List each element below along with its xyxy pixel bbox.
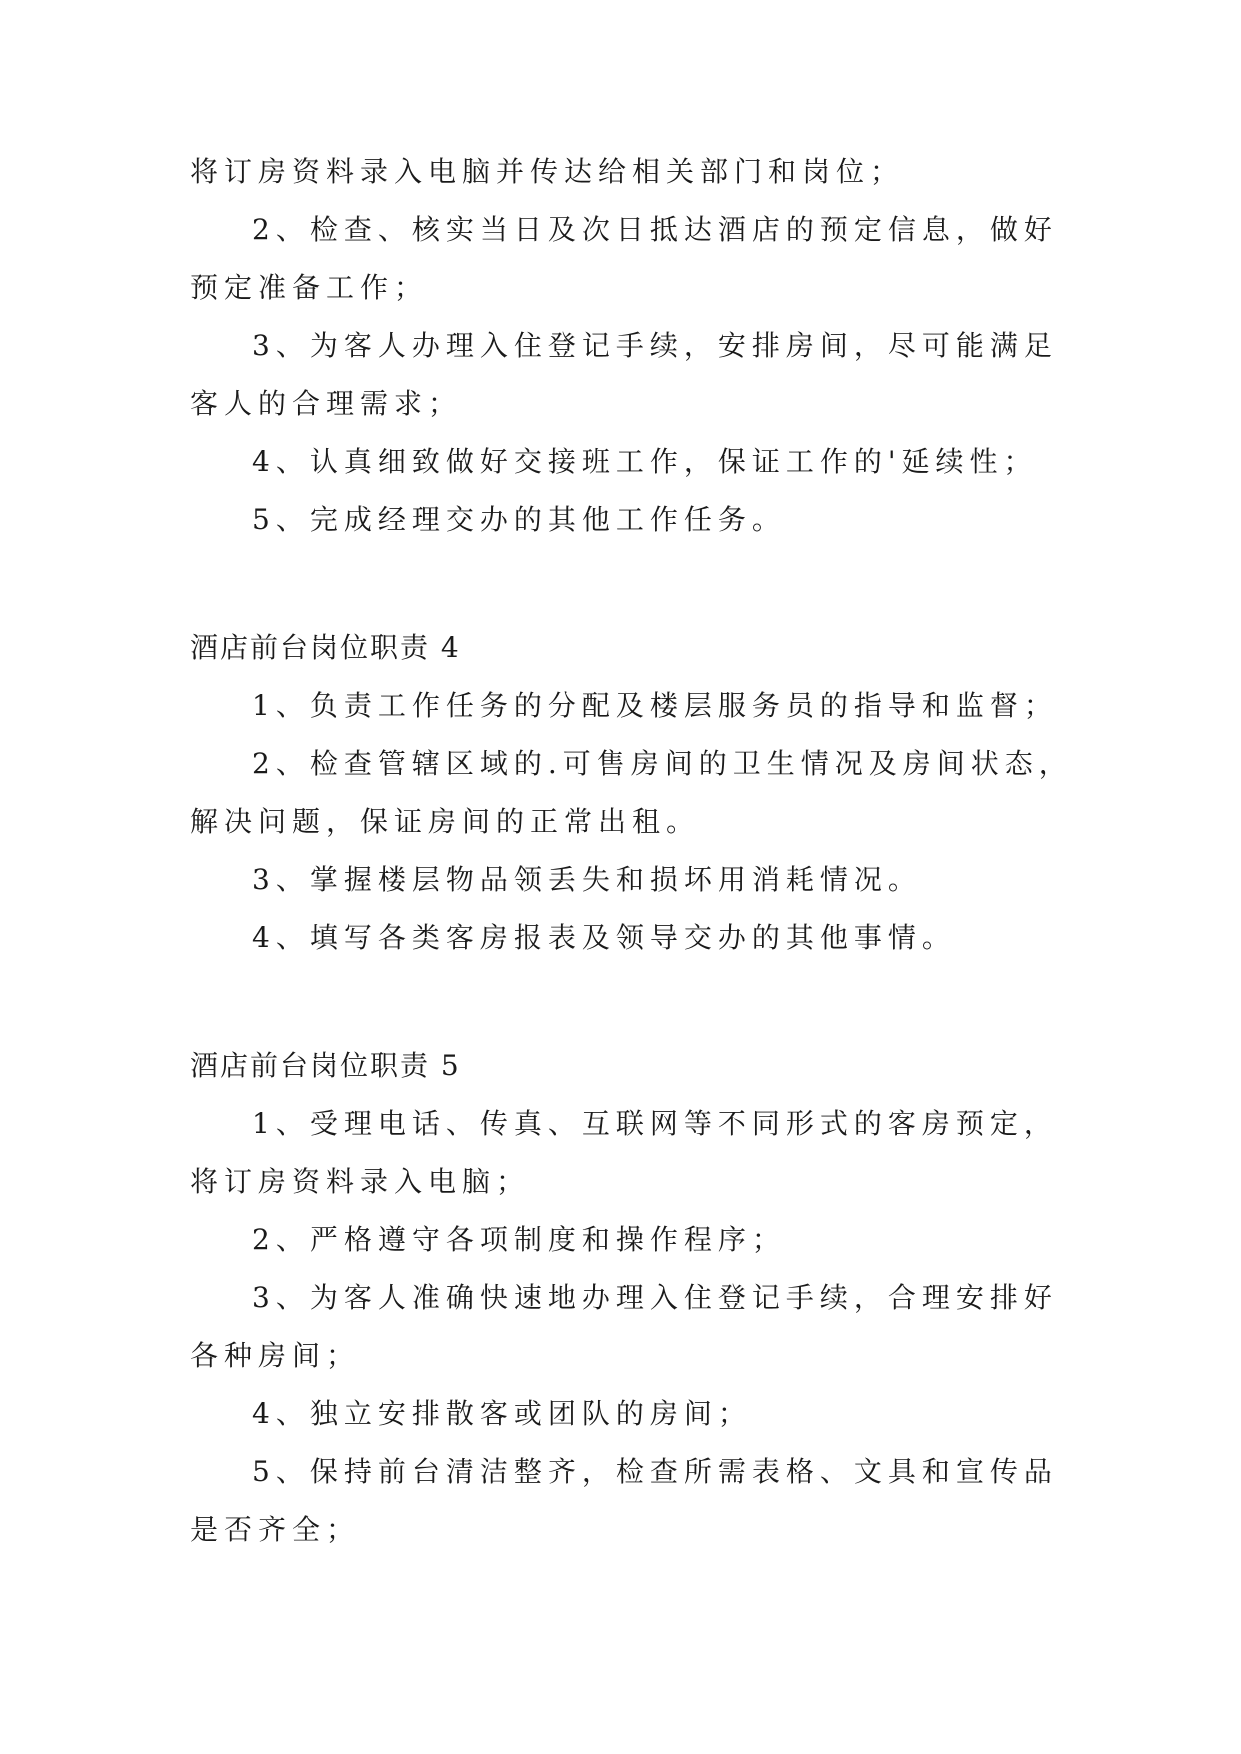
list-item-line: 3、为客人准确快速地办理入住登记手续，合理安排好 <box>252 1281 1058 1314</box>
paragraph-line: 将订房资料录入电脑； <box>190 1165 531 1198</box>
paragraph-line: 客人的合理需求； <box>190 387 463 420</box>
list-item-line: 2、检查、核实当日及次日抵达酒店的预定信息，做好 <box>252 213 1058 246</box>
paragraph-line: 将订房资料录入电脑并传达给相关部门和岗位； <box>190 155 905 188</box>
paragraph-line: 解决问题，保证房间的正常出租。 <box>190 805 701 838</box>
paragraph-line: 各种房间； <box>190 1339 361 1372</box>
section-heading: 酒店前台岗位职责 4 <box>190 631 461 664</box>
list-item-line: 4、独立安排散客或团队的房间； <box>252 1397 752 1430</box>
list-item-line: 3、为客人办理入住登记手续，安排房间，尽可能满足 <box>252 329 1058 362</box>
list-item-line: 3、掌握楼层物品领丢失和损坏用消耗情况。 <box>252 863 922 896</box>
list-item-line: 1、受理电话、传真、互联网等不同形式的客房预定， <box>252 1107 1058 1140</box>
section-heading: 酒店前台岗位职责 5 <box>190 1049 461 1082</box>
paragraph-line: 是否齐全； <box>190 1513 361 1546</box>
list-item-line: 5、保持前台清洁整齐，检查所需表格、文具和宣传品 <box>252 1455 1058 1488</box>
paragraph-line: 预定准备工作； <box>190 271 429 304</box>
list-item-line: 4、认真细致做好交接班工作，保证工作的'延续性； <box>252 445 1038 478</box>
list-item-line: 4、填写各类客房报表及领导交办的其他事情。 <box>252 921 956 954</box>
list-item-line: 5、完成经理交办的其他工作任务。 <box>252 503 786 536</box>
list-item-line: 1、负责工作任务的分配及楼层服务员的指导和监督； <box>252 689 1058 722</box>
list-item-line: 2、检查管辖区域的.可售房间的卫生情况及房间状态， <box>252 747 1073 780</box>
list-item-line: 2、严格遵守各项制度和操作程序； <box>252 1223 786 1256</box>
